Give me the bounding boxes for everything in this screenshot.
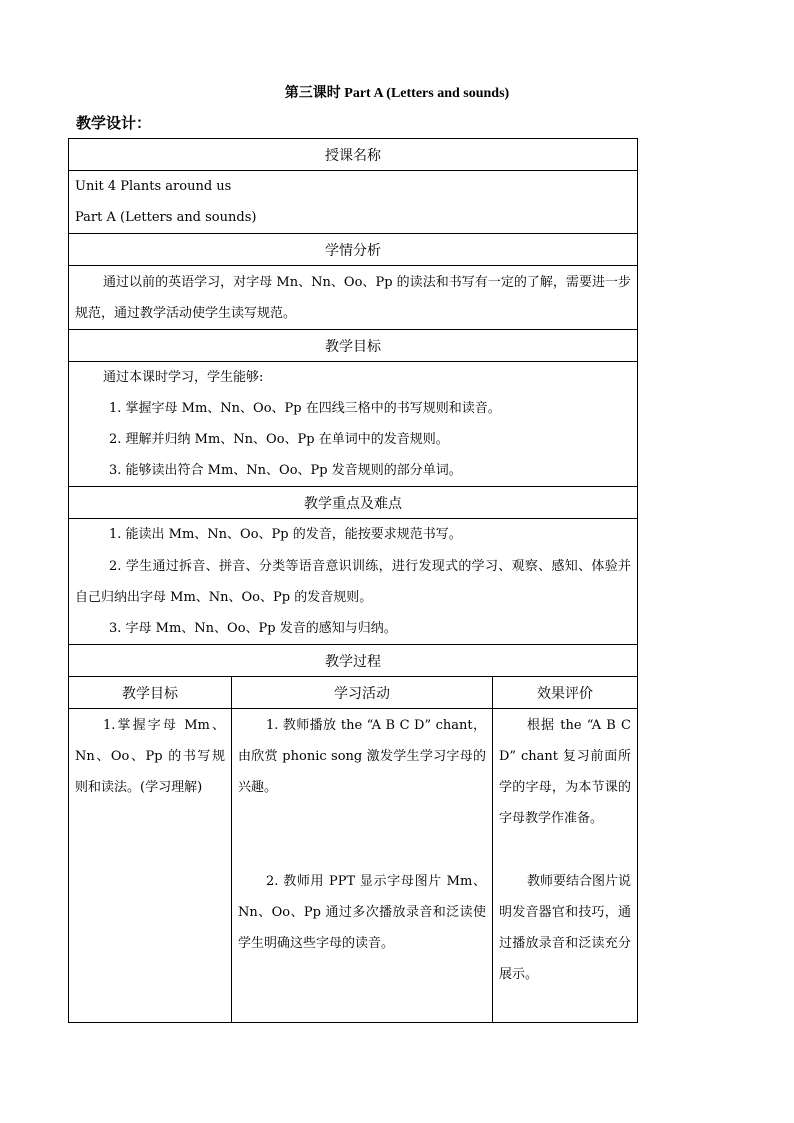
key-point-item-3: 3. 字母 Mm、Nn、Oo、Pp 发音的感知与归纳。 [109,621,397,636]
goal-cell [69,709,232,1023]
learner-analysis-text: 通过以前的英语学习，对字母 Mn、Nn、Oo、Pp 的读法和书写有一定的了解，需要进一步规范，通过教学活动使学生读写规范。 [75,275,631,321]
key-points-header: 教学重点及难点 [69,487,638,519]
learner-analysis-header-row [69,234,638,266]
goal-text: 1.掌握字母 Mm、Nn、Oo、Pp 的书写规则和读法。(学习理解) [75,718,225,795]
objective-item-3: 3. 能够读出符合 Mm、Nn、Oo、Pp 发音规则的部分单词。 [109,463,462,478]
objectives-row [69,362,638,487]
course-name-cell [69,171,638,234]
process-columns-row [69,677,638,709]
process-header-row [69,645,638,677]
activity-cell [232,709,493,1023]
learner-analysis-header: 学情分析 [69,234,638,266]
column-header-activity: 学习活动 [232,677,493,709]
objectives-cell [69,362,638,487]
key-points-row [69,519,638,645]
course-part-line: Part A (Letters and sounds) [75,210,257,225]
course-name-header-row [69,139,638,171]
objective-item-2: 2. 理解并归纳 Mm、Nn、Oo、Pp 在单词中的发音规则。 [109,432,449,447]
process-header: 教学过程 [69,645,638,677]
course-name-header: 授课名称 [69,139,638,171]
key-points-cell [69,519,638,645]
process-content-row [69,709,638,1023]
column-header-evaluation: 效果评价 [493,677,638,709]
key-points-header-row [69,487,638,519]
key-point-item-2: 2. 学生通过拆音、拼音、分类等语音意识训练，进行发现式的学习、观察、感知、体验并自己归纳出字母 Mm、Nn、Oo、Pp 的发音规则。 [75,559,631,605]
key-point-item-1: 1. 能读出 Mm、Nn、Oo、Pp 的发音，能按要求规范书写。 [109,527,462,542]
section-heading: 教学设计： [76,114,152,132]
objective-item-1: 1. 掌握字母 Mm、Nn、Oo、Pp 在四线三格中的书写规则和读音。 [109,401,501,416]
evaluation-1-text: 根据 the “A B C D” chant 复习前面所学的字母，为本节课的字母教学作准备。 [499,718,631,826]
objectives-header-row [69,330,638,362]
activity-1-text: 1. 教师播放 the “A B C D” chant，由欣赏 phonic song 激发学生学习字母的兴趣。 [238,718,486,795]
objectives-header: 教学目标 [69,330,638,362]
evaluation-2-text: 教师要结合图片说明发音器官和技巧，通过播放录音和泛读充分展示。 [499,874,632,982]
column-header-goal: 教学目标 [69,677,232,709]
learner-analysis-cell [69,266,638,330]
objectives-intro: 通过本课时学习，学生能够: [103,370,264,385]
course-unit-line: Unit 4 Plants around us [75,179,232,194]
evaluation-cell [493,709,638,1023]
learner-analysis-row [69,266,638,330]
activity-2-text: 2. 教师用 PPT 显示字母图片 Mm、Nn、Oo、Pp 通过多次播放录音和泛读使学生明确这些字母的读音。 [238,874,486,951]
lesson-plan-table [68,138,638,1023]
document-title: 第三课时 Part A (Letters and sounds) [284,86,510,101]
course-name-row [69,171,638,234]
